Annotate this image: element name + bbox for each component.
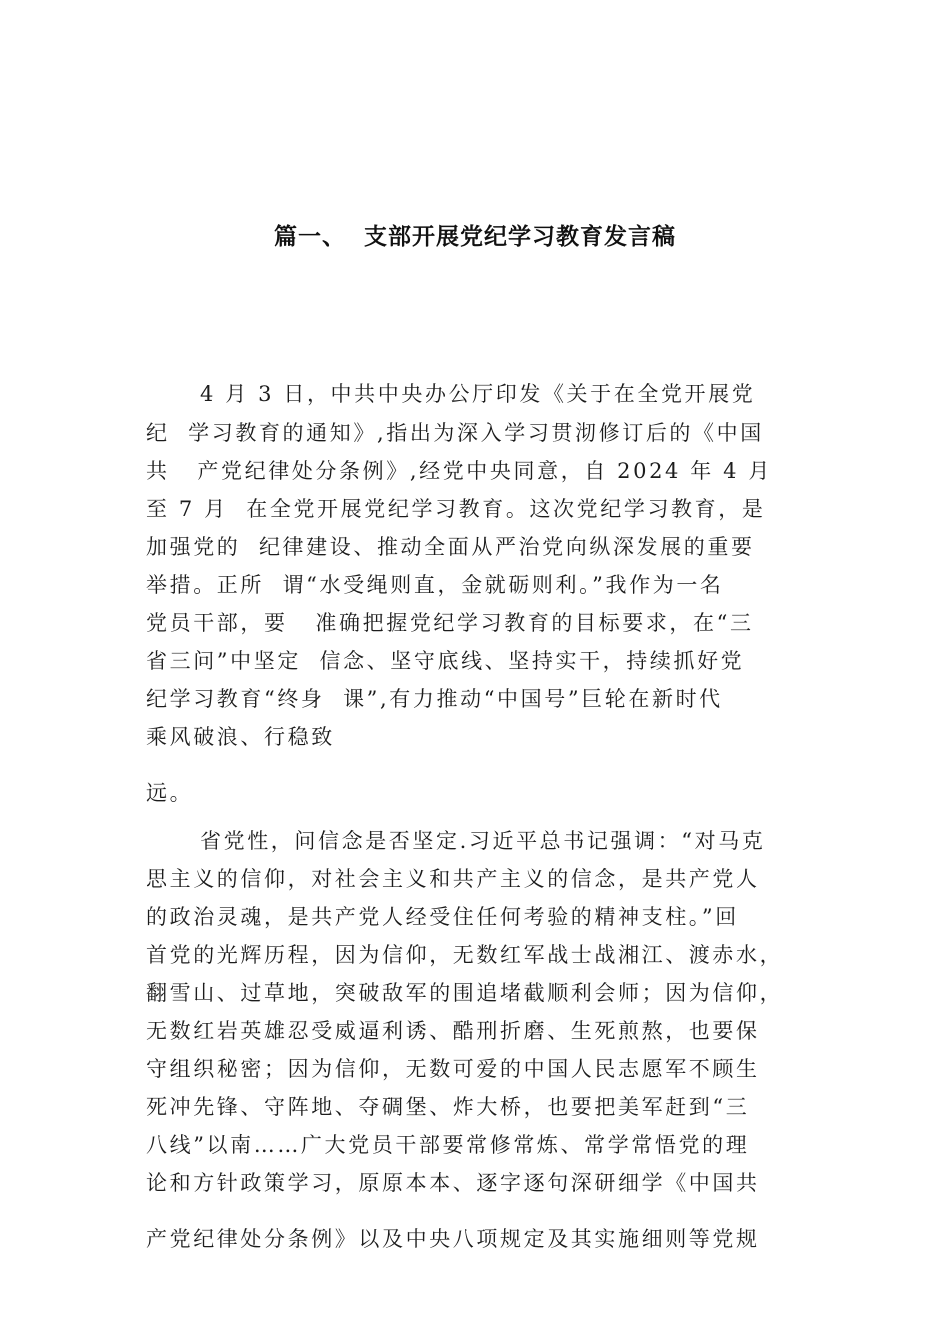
paragraph-1-line: 4 月 3 日，中共中央办公厅印发《关于在全党开展党 — [200, 382, 756, 406]
paragraph-2-line: 省党性，问信念是否坚定.习近平总书记强调：“对马克 — [200, 829, 766, 853]
paragraph-2-line: 的政治灵魂，是共产党人经受住任何考验的精神支柱。”回 — [146, 905, 739, 929]
paragraph-1-line: 纪学习教育“终身 课”,有力推动“中国号”巨轮在新时代 — [146, 687, 723, 711]
paragraph-2-line: 八线”以南……广大党员干部要常修常炼、常学常悟党的理 — [146, 1133, 750, 1157]
document-title: 篇一、 支部开展党纪学习教育发言稿 — [273, 224, 676, 250]
paragraph-2-line: 守组织秘密；因为信仰，无数可爱的中国人民志愿军不顾生 — [146, 1057, 760, 1081]
paragraph-1-line: 党员干部，要 准确把握党纪学习教育的目标要求，在“三 — [146, 611, 754, 635]
paragraph-1-line: 乘风破浪、行稳致 — [146, 725, 335, 749]
paragraph-2-line: 产党纪律处分条例》以及中央八项规定及其实施细则等党规 — [146, 1227, 760, 1251]
paragraph-2-line: 论和方针政策学习，原原本本、逐字逐句深研细学《中国共 — [146, 1171, 760, 1195]
paragraph-2-line: 思主义的信仰，对社会主义和共产主义的信念，是共产党人 — [146, 867, 760, 891]
paragraph-1-tail: 远。 — [146, 781, 194, 805]
paragraph-2-line: 无数红岩英雄忍受威逼利诱、酷刑折磨、生死煎熬，也要保 — [146, 1019, 760, 1043]
paragraph-1-line: 共 产党纪律处分条例》,经党中央同意，自 2024 年 4 月 — [146, 459, 773, 483]
paragraph-1-line: 举措。正所 谓“水受绳则直，金就砺则利。”我作为一名 — [146, 573, 724, 597]
paragraph-1-line: 纪 学习教育的通知》,指出为深入学习贯沏修订后的《中国 — [146, 421, 764, 445]
paragraph-2-line: 死冲先锋、守阵地、夺碉堡、炸大桥，也要把美军赶到“三 — [146, 1095, 750, 1119]
paragraph-2-line: 首党的光辉历程，因为信仰，无数红军战士战湘江、渡赤水， — [146, 943, 784, 967]
paragraph-1-line: 省三问”中坚定 信念、坚守底线、坚持实干，持续抓好党 — [146, 649, 745, 673]
paragraph-2-line: 翻雪山、过草地，突破敌军的围追堵截顺利会师；因为信仰， — [146, 981, 784, 1005]
paragraph-1-line: 至 7 月 在全党开展党纪学习教育。这次党纪学习教育，是 — [146, 497, 766, 521]
paragraph-1-line: 加强党的 纪律建设、推动全面从严治党向纵深发展的重要 — [146, 535, 755, 559]
